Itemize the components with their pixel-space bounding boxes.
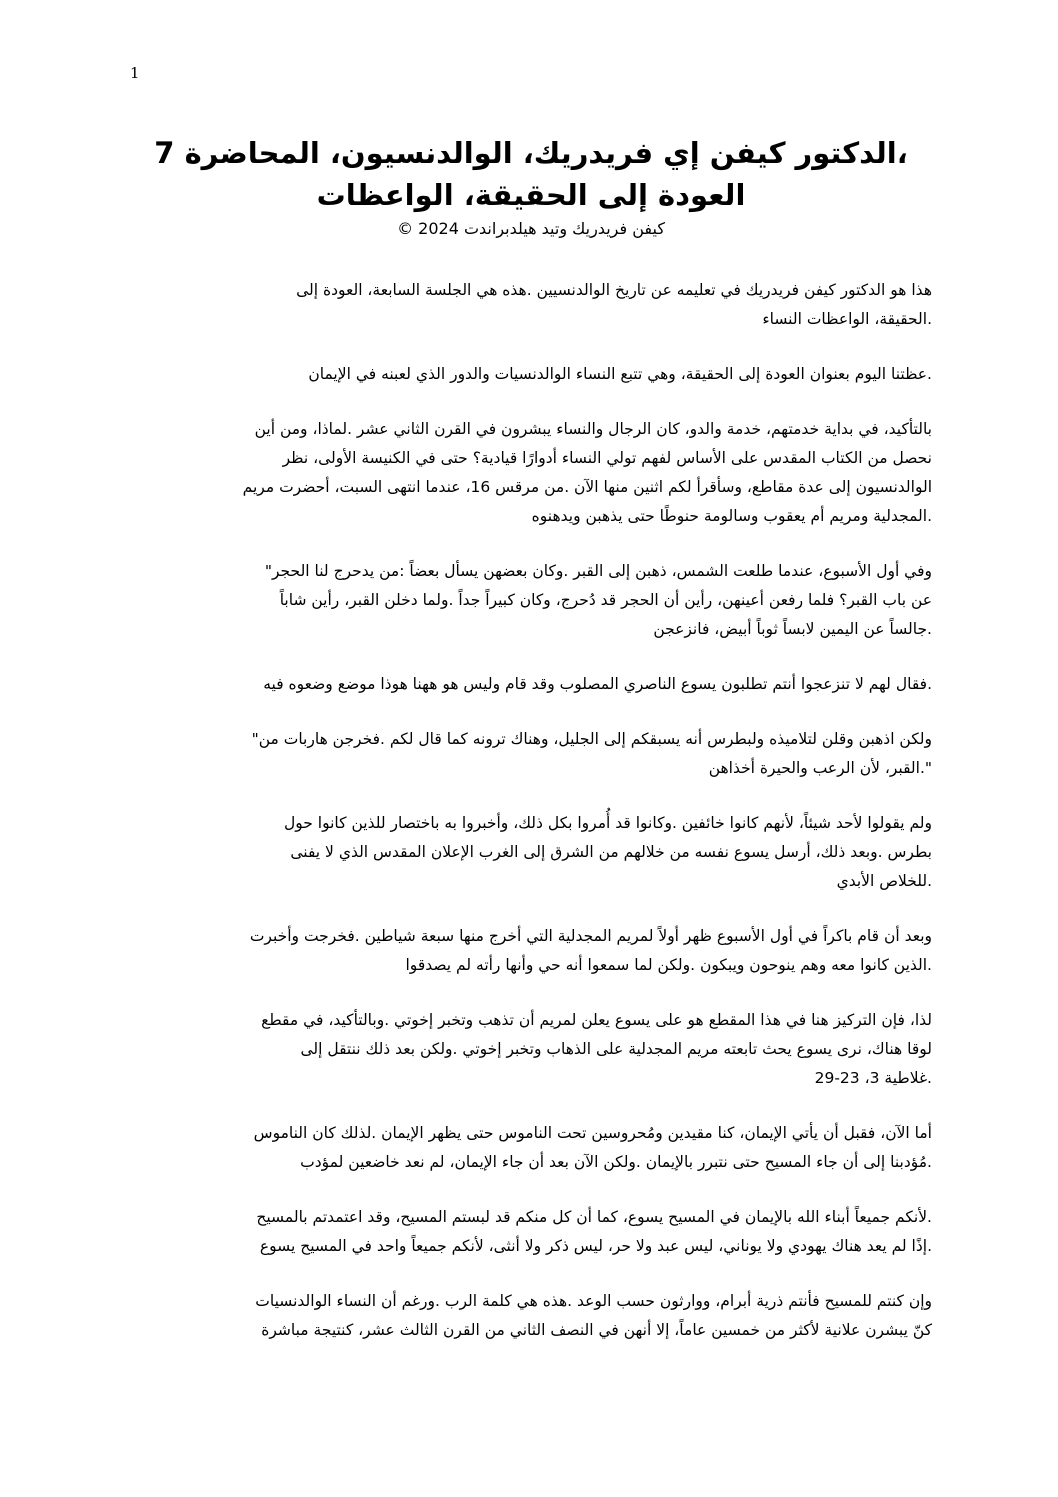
text-line: .عظتنا اليوم بعنوان العودة إلى الحقيقة، وهي تتبع النساء الوالدنسيات والدور الذي لعبنه في الإيمان bbox=[308, 365, 932, 383]
text-line: وإن كنتم للمسيح فأنتم ذرية أبرام، ووارثون حسب الوعد .هذه هي كلمة الرب .ورغم أن النساء الوالدنسيات bbox=[255, 1292, 932, 1310]
text-line: .إذًا لم يعد هناك يهودي ولا يوناني، ليس عبد ولا حر، ليس ذكر ولا أنثى، لأنكم جميعاً واحد في المسيح يسوع bbox=[259, 1237, 932, 1255]
text-line: ولم يقولوا لأحد شيئاً، لأنهم كانوا خائفين .وكانوا قد أُمروا بكل ذلك، وأخبروا به باختصار للذين كانوا حول bbox=[284, 814, 932, 832]
copyright-line: كيفن فريدريك وتيد هيلدبراندت 2024 © bbox=[397, 219, 665, 238]
text-line: .الحقيقة، الواعظات النساء bbox=[762, 310, 932, 328]
paragraph-3 bbox=[132, 415, 932, 531]
title-line-1: ،الدكتور كيفن إي فريدريك، الوالدنسيون، المحاضرة 7 bbox=[154, 136, 908, 170]
text-line: .للخلاص الأبدي bbox=[836, 872, 932, 890]
text-line: .لأنكم جميعاً أبناء الله بالإيمان في المسيح يسوع، كما أن كل منكم قد لبستم المسيح، وقد اعتمدتم بالمسيح bbox=[256, 1208, 932, 1226]
paragraph-8 bbox=[132, 922, 932, 980]
paragraph-7 bbox=[132, 809, 932, 896]
paragraph-2 bbox=[132, 360, 932, 389]
text-line: .الذين كانوا معه وهم ينوحون ويبكون .ولكن لما سمعوا أنه حي وأنها رأته لم يصدقوا bbox=[405, 956, 932, 974]
paragraph-10 bbox=[132, 1119, 932, 1177]
text-line: عن باب القبر؟ فلما رفعن أعينهن، رأين أن الحجر قد دُحرج، وكان كبيراً جداً .ولما دخلن القبر، رأين شاباً bbox=[279, 591, 932, 609]
page-number: 1 bbox=[130, 64, 140, 82]
paragraph-4 bbox=[132, 557, 932, 644]
text-line: .مُؤدبنا إلى أن جاء المسيح حتى نتبرر بالإيمان .ولكن الآن بعد أن جاء الإيمان، لم نعد خاضعين لمؤدب bbox=[300, 1153, 932, 1171]
text-line: .فقال لهم لا تنزعجوا أنتم تطلبون يسوع الناصري المصلوب وقد قام وليس هو ههنا هوذا موضع وضعوه فيه bbox=[263, 675, 932, 693]
text-line: وبعد أن قام باكراً في أول الأسبوع ظهر أولاً لمريم المجدلية التي أخرج منها سبعة شياطين .فخرجت وأخبرت bbox=[249, 927, 932, 945]
text-line: .جالساً عن اليمين لابساً ثوباً أبيض، فانزعجن bbox=[653, 620, 932, 638]
text-line: الوالدنسيون إلى عدة مقاطع، وسأقرأ لكم اثنين منها الآن .من مرقس 16، عندما انتهى السبت، أحضرت مريم bbox=[242, 478, 932, 496]
paragraph-6 bbox=[132, 725, 932, 783]
paragraph-9 bbox=[132, 1006, 932, 1093]
text-line: .غلاطية 3، 23-29 bbox=[814, 1069, 932, 1087]
text-line: هذا هو الدكتور كيفن فريدريك في تعليمه عن تاريخ الوالدنسيين .هذه هي الجلسة السابعة، العودة إلى bbox=[296, 281, 932, 299]
text-line: كنّ يبشرن علانية لأكثر من خمسين عاماً، إلا أنهن في النصف الثاني من القرن الثالث عشر، كنتيجة مباشرة bbox=[261, 1321, 932, 1339]
text-line: لوقا هناك، نرى يسوع يحث تابعته مريم المجدلية على الذهاب وتخبر إخوتي .ولكن بعد ذلك ننتقل إلى bbox=[300, 1040, 932, 1058]
title-block bbox=[140, 132, 922, 240]
title-line-2: العودة إلى الحقيقة، الواعظات bbox=[316, 178, 746, 212]
text-line: بالتأكيد، في بداية خدمتهم، خدمة والدو، كان الرجال والنساء يبشرون في القرن الثاني عشر .لماذا، ومن أين bbox=[254, 420, 932, 438]
paragraph-5 bbox=[132, 670, 932, 699]
paragraph-11 bbox=[132, 1203, 932, 1261]
text-line: ".القبر، لأن الرعب والحيرة أخذاهن bbox=[708, 759, 932, 777]
paragraph-1 bbox=[132, 276, 932, 334]
text-line: أما الآن، فقبل أن يأتي الإيمان، كنا مقيدين ومُحروسين تحت الناموس حتى يظهر الإيمان .لذلك كان الناموس bbox=[253, 1124, 932, 1142]
text-line: وفي أول الأسبوع، عندما طلعت الشمس، ذهبن إلى القبر .وكان بعضهن يسأل بعضاً :من يدحرج لنا الحجر" bbox=[264, 562, 932, 580]
text-line: نحصل من الكتاب المقدس على الأساس لفهم تولي النساء أدوارًا قيادية؟ حتى في الكنيسة الأولى، نظر bbox=[282, 449, 932, 467]
text-line: لذا، فإن التركيز هنا في هذا المقطع هو على يسوع يعلن لمريم أن تذهب وتخبر إخوتي .وبالتأكيد، في مقطع bbox=[261, 1011, 932, 1029]
paragraph-12 bbox=[132, 1287, 932, 1345]
text-line: بطرس .وبعد ذلك، أرسل يسوع نفسه من خلالهم من الشرق إلى الغرب الإعلان المقدس الذي لا يفنى bbox=[290, 843, 932, 861]
text-line: ولكن اذهبن وقلن لتلاميذه ولبطرس أنه يسبقكم إلى الجليل، وهناك ترونه كما قال لكم .فخرجن هاربات من" bbox=[251, 730, 932, 748]
document-body bbox=[132, 276, 932, 1371]
text-line: .المجدلية ومريم أم يعقوب وسالومة حنوطًا حتى يذهبن ويدهنوه bbox=[531, 507, 932, 525]
